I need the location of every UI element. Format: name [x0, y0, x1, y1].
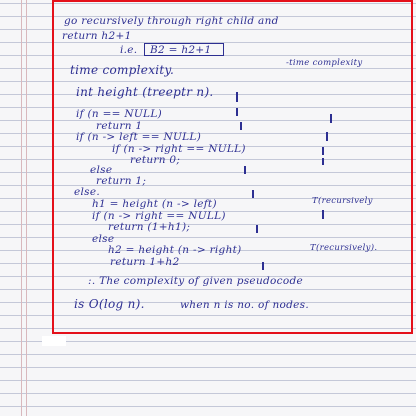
- code-return-1b: return 1;: [96, 175, 147, 187]
- heading-time-complexity: time complexity.: [70, 63, 175, 77]
- tick-mark: [236, 92, 238, 102]
- tick-mark: [322, 158, 324, 165]
- code-if-null: if (n == NULL): [76, 108, 162, 120]
- conclusion-line: :. The complexity of given pseudocode: [88, 275, 303, 287]
- note-time-complexity: -time complexity: [286, 58, 363, 68]
- tick-mark: [322, 210, 324, 219]
- tick-mark: [244, 166, 246, 174]
- code-return-0: return 0;: [130, 154, 181, 166]
- tick-mark: [252, 190, 254, 198]
- note-recursively-1: T(recursively: [312, 196, 373, 206]
- code-return-1: return 1: [96, 120, 143, 132]
- complexity-condition: when n is no. of nodes.: [180, 299, 310, 311]
- tick-mark: [322, 147, 324, 155]
- blank-patch: [42, 336, 66, 346]
- margin-line-right: [26, 0, 27, 416]
- tick-mark: [262, 262, 264, 270]
- tick-mark: [236, 108, 238, 116]
- text-line-return-h2: return h2+1: [62, 30, 132, 42]
- margin-line-left: [21, 0, 22, 416]
- code-return-1-h1: return (1+h1);: [108, 221, 191, 233]
- code-return-1-h2: return 1+h2: [110, 256, 180, 268]
- code-else-inner: else: [92, 233, 115, 245]
- tick-mark: [240, 122, 242, 130]
- code-h2-assign: h2 = height (n -> right): [108, 244, 242, 256]
- text-line-recursive-right: go recursively through right child and: [64, 15, 279, 27]
- code-if-right-null: if (n -> right == NULL): [112, 143, 246, 155]
- boxed-formula-text: B2 = h2+1: [150, 44, 212, 56]
- code-else-outer: else.: [74, 186, 101, 198]
- code-if-left-null: if (n -> left == NULL): [76, 131, 202, 143]
- text-line-ie: i.e.: [120, 44, 138, 56]
- code-else: else: [90, 164, 113, 176]
- tick-mark: [330, 114, 332, 123]
- tick-mark: [326, 132, 328, 141]
- note-recursively-2: T(recursively).: [310, 243, 378, 253]
- code-h1-assign: h1 = height (n -> left): [92, 198, 217, 210]
- code-function-header: int height (treeptr n).: [76, 85, 214, 99]
- tick-mark: [256, 225, 258, 233]
- code-if-right-null-2: if (n -> right == NULL): [92, 210, 226, 222]
- complexity-result: is O(log n).: [74, 297, 145, 311]
